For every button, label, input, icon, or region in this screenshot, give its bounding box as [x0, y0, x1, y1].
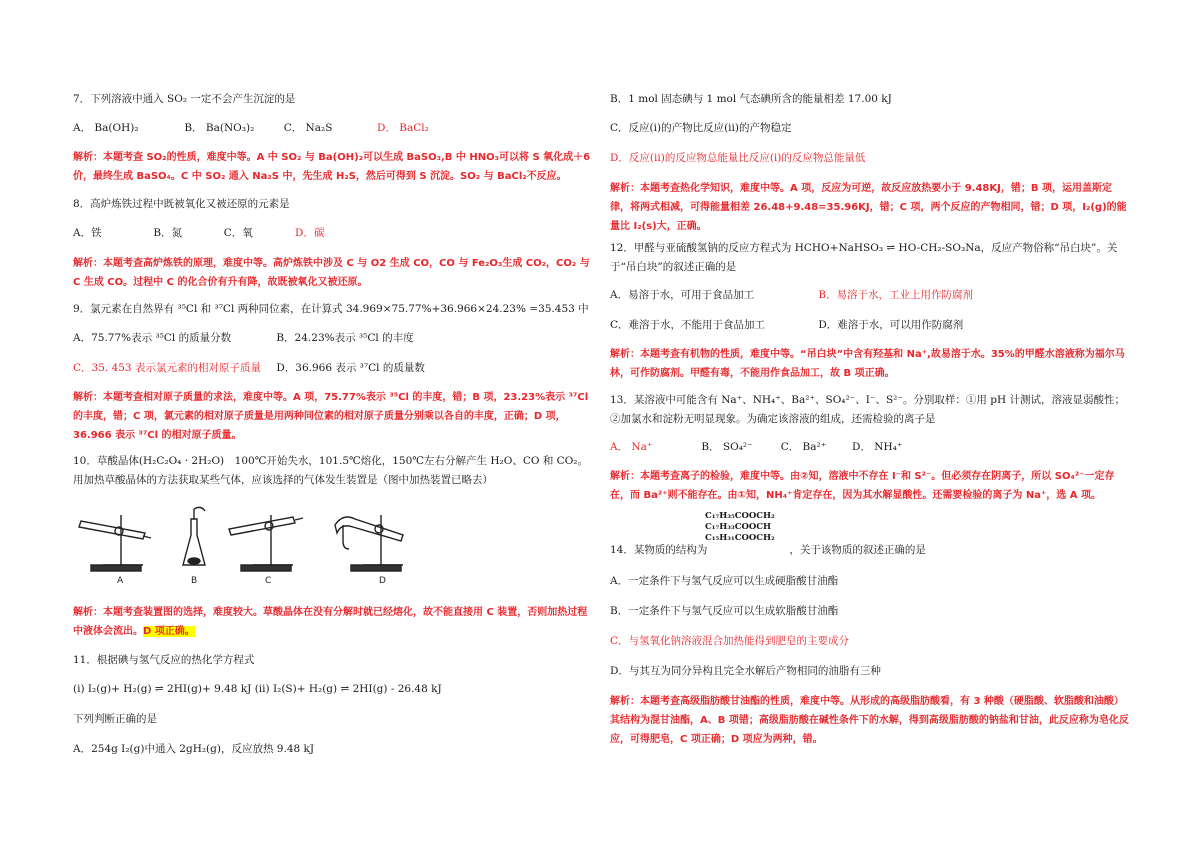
figure-label-c: C — [265, 576, 272, 586]
q7-option-a: A． Ba(OH)₂ — [73, 122, 139, 134]
q11-equations: (i) I₂(g)+ H₂(g) ⇌ 2HI(g)+ 9.48 kJ (ii) I₂(S)+ H₂(g) ⇌ 2HI(g) - 26.48 kJ — [73, 683, 442, 695]
q8-options — [73, 224, 324, 243]
q12-analysis: 解析：本题考查有机物的性质，难度中等。“吊白块”中含有羟基和 Na⁺,故易溶于水。35%的甲醛水溶液称为福尔马林，可作防腐剂。甲醛有毒，不能用作食品加工，故 B 项正确。 — [610, 349, 1125, 379]
q7-stem: 7．下列溶液中通入 SO₂ 一定不会产生沉淀的是 — [73, 93, 296, 105]
q12-options-row1 — [610, 286, 973, 305]
q11-ask: 下列判断正确的是 — [73, 713, 157, 725]
q9-options-row2 — [73, 359, 425, 378]
q11-option-a: A．254g I₂(g)中通入 2gH₂(g)，反应放热 9.48 kJ — [73, 743, 315, 755]
q8-option-a: A．铁 — [73, 227, 102, 239]
q14-option-c: C．与氢氧化钠溶液混合加热能得到肥皂的主要成分 — [610, 635, 850, 647]
q7-analysis: 解析：本题考查 SO₂的性质，难度中等。A 中 SO₂ 与 Ba(OH)₂可以生成 BaSO₃,B 中 HNO₃可以将 S 氧化成＋6 价，最终生成 BaSO₄。C 中 SO₂ 通入 Na₂S 中，先生成 H₂S，然后可得到 S 沉淀。SO₂ 与 BaCl₂不反应。 — [73, 152, 591, 182]
q14-stem: 14．某物质的结构为 — [610, 544, 708, 556]
q9-option-a: A．75.77%表示 ³⁵Cl 的质量分数 — [73, 332, 232, 344]
q13-option-d: D． NH₄⁺ — [852, 441, 903, 453]
q10-analysis — [73, 603, 593, 641]
q14-option-d: D．与其互为同分异构且完全水解后产物相同的油脂有三种 — [610, 665, 881, 677]
figure-label-d: D — [379, 576, 386, 586]
q7-option-d: D． BaCl₂ — [377, 122, 429, 134]
q14-stem-tail: ，关于该物质的叙述正确的是 — [789, 544, 926, 556]
q11-option-b: B．1 mol 固态碘与 1 mol 气态碘所含的能量相差 17.00 kJ — [610, 93, 892, 105]
q14-option-a: A．一定条件下与氢气反应可以生成硬脂酸甘油酯 — [610, 575, 839, 587]
q12-options-row2 — [610, 316, 963, 335]
q11-option-d: D．反应(ii)的反应物总能量比反应(i)的反应物总能量低 — [610, 152, 866, 164]
q9-analysis: 解析：本题考查相对原子质量的求法，难度中等。A 项，75.77%表示 ³⁵Cl 的丰度，错；B 项，23.23%表示 ³⁷Cl 的丰度，错；C 项，氯元素的相对原子质量是用两种同位素的相对原子质量分别乘以各自的丰度，正确；D 项，36.966 表示 ³⁷Cl 的相对原子质量。 — [73, 392, 589, 441]
q13-options — [610, 438, 902, 457]
q14-stem-line — [610, 541, 926, 560]
q12-option-d: D．难溶于水，可以用作防腐剂 — [818, 319, 964, 331]
apparatus-figure — [73, 505, 503, 595]
q7-option-b: B． Ba(NO₃)₂ — [184, 122, 255, 134]
q14-analysis: 解析：本题考查高级脂肪酸甘油酯的性质，难度中等。从形成的高级脂肪酸看，有 3 种酸（硬脂酸、软脂酸和油酸）其结构为混甘油酯，A、B 项错；高级脂肪酸在碱性条件下的水解，得到高级脂肪酸的钠盐和甘油，此反应称为皂化反应，可得肥皂，C 项正确；D 项应为两种，错。 — [610, 696, 1129, 745]
q12-option-c: C．难溶于水，不能用于食品加工 — [610, 319, 766, 331]
q11-option-c: C．反应(i)的产物比反应(ii)的产物稳定 — [610, 122, 792, 134]
q8-option-b: B．氮 — [153, 227, 183, 239]
q11-analysis: 解析：本题考查热化学知识，难度中等。A 项，反应为可逆，故反应放热要小于 9.48KJ，错；B 项，运用盖斯定律，将两式相减，可得能量相差 26.48+9.48=35.96KJ，错；C 项，两个反应的产物相同，错；D 项，I₂(g)的能量比 I₂(s)大，正确。 — [610, 183, 1127, 232]
q12-stem: 12．甲醛与亚硫酸氢钠的反应方程式为 HCHO+NaHSO₃ ⇌ HO-CH₂-SO₃Na，反应产物俗称“吊白块”。关于“吊白块”的叙述正确的是 — [610, 242, 1118, 273]
q8-analysis: 解析：本题考查高炉炼铁的原理，难度中等。高炉炼铁中涉及 C 与 O2 生成 CO，CO 与 Fe₂O₃生成 CO₂，CO₂ 与 C 生成 CO。过程中 C 的化合价有升有降，故既被氧化又被还原。 — [73, 258, 590, 288]
q10-analysis-text: 解析：本题考查装置图的选择，难度较大。草酸晶体在没有分解时就已经熔化，故不能直接用 C 装置，否则加热过程中液体会流出。 — [73, 607, 588, 637]
q14-option-b: B．一定条件下与氢气反应可以生成软脂酸甘油酯 — [610, 605, 839, 617]
q9-stem: 9．氯元素在自然界有 ³⁵Cl 和 ³⁷Cl 两种同位素，在计算式 34.969×75.77%+36.966×24.23% =35.453 中 — [73, 303, 589, 315]
q9-option-b: B．24.23%表示 ³⁵Cl 的丰度 — [276, 332, 414, 344]
q9-options-row1 — [73, 329, 414, 348]
q13-stem: 13．某溶液中可能含有 Na⁺、NH₄⁺、Ba²⁺、SO₄²⁻、I⁻、S²⁻。分别取样：①用 pH 计测试，溶液显弱酸性；②加氯水和淀粉无明显现象。为确定该溶液的组成，还需检验的离子是 — [610, 394, 1125, 425]
q8-stem: 8．高炉炼铁过程中既被氧化又被还原的元素是 — [73, 198, 290, 210]
q13-analysis: 解析：本题考查离子的检验，难度中等。由②知，溶液中不存在 I⁻和 S²⁻。但必须存在阴离子，所以 SO₄²⁻一定存在，而 Ba²⁺则不能存在。由①知，NH₄⁺肯定存在，因为其水解显酸性。还需要检验的离子为 Na⁺，选 A 项。 — [610, 471, 1115, 501]
q13-option-a: A． Na⁺ — [610, 441, 653, 453]
q13-option-c: C． Ba²⁺ — [780, 441, 827, 453]
q8-option-c: C．氧 — [223, 227, 253, 239]
figure-label-a: A — [117, 576, 124, 586]
q8-option-d: D．碳 — [295, 227, 325, 239]
q10-stem: 10．草酸晶体(H₂C₂O₄ · 2H₂O) 100℃开始失水，101.5℃熔化，150℃左右分解产生 H₂O、CO 和 CO₂。用加热草酸晶体的方法获取某些气体，应该选择的气体发生装置是（图中加热装置已略去） — [73, 455, 589, 486]
q9-option-d: D．36.966 表示 ³⁷Cl 的质量数 — [276, 362, 425, 374]
q10-answer-highlight: D 项正确。 — [143, 626, 195, 637]
q12-option-a: A．易溶于水，可用于食品加工 — [610, 289, 755, 301]
q11-stem: 11．根据碘与氢气反应的热化学方程式 — [73, 654, 255, 666]
q7-option-c: C． Na₂S — [283, 122, 333, 134]
q12-option-b: B．易溶于水，工业上用作防腐剂 — [818, 289, 974, 301]
q9-option-c: C．35. 453 表示氯元素的相对原子质量 — [73, 362, 261, 374]
q14-structure-formula: C₁₇H₃₅COOCH₂ C₁₇H₃₃COOCH C₁₅H₃₁COOCH₂ — [705, 511, 775, 543]
figure-label-b: B — [191, 576, 198, 586]
q13-option-b: B． SO₄²⁻ — [701, 441, 753, 453]
q7-options — [73, 119, 429, 138]
